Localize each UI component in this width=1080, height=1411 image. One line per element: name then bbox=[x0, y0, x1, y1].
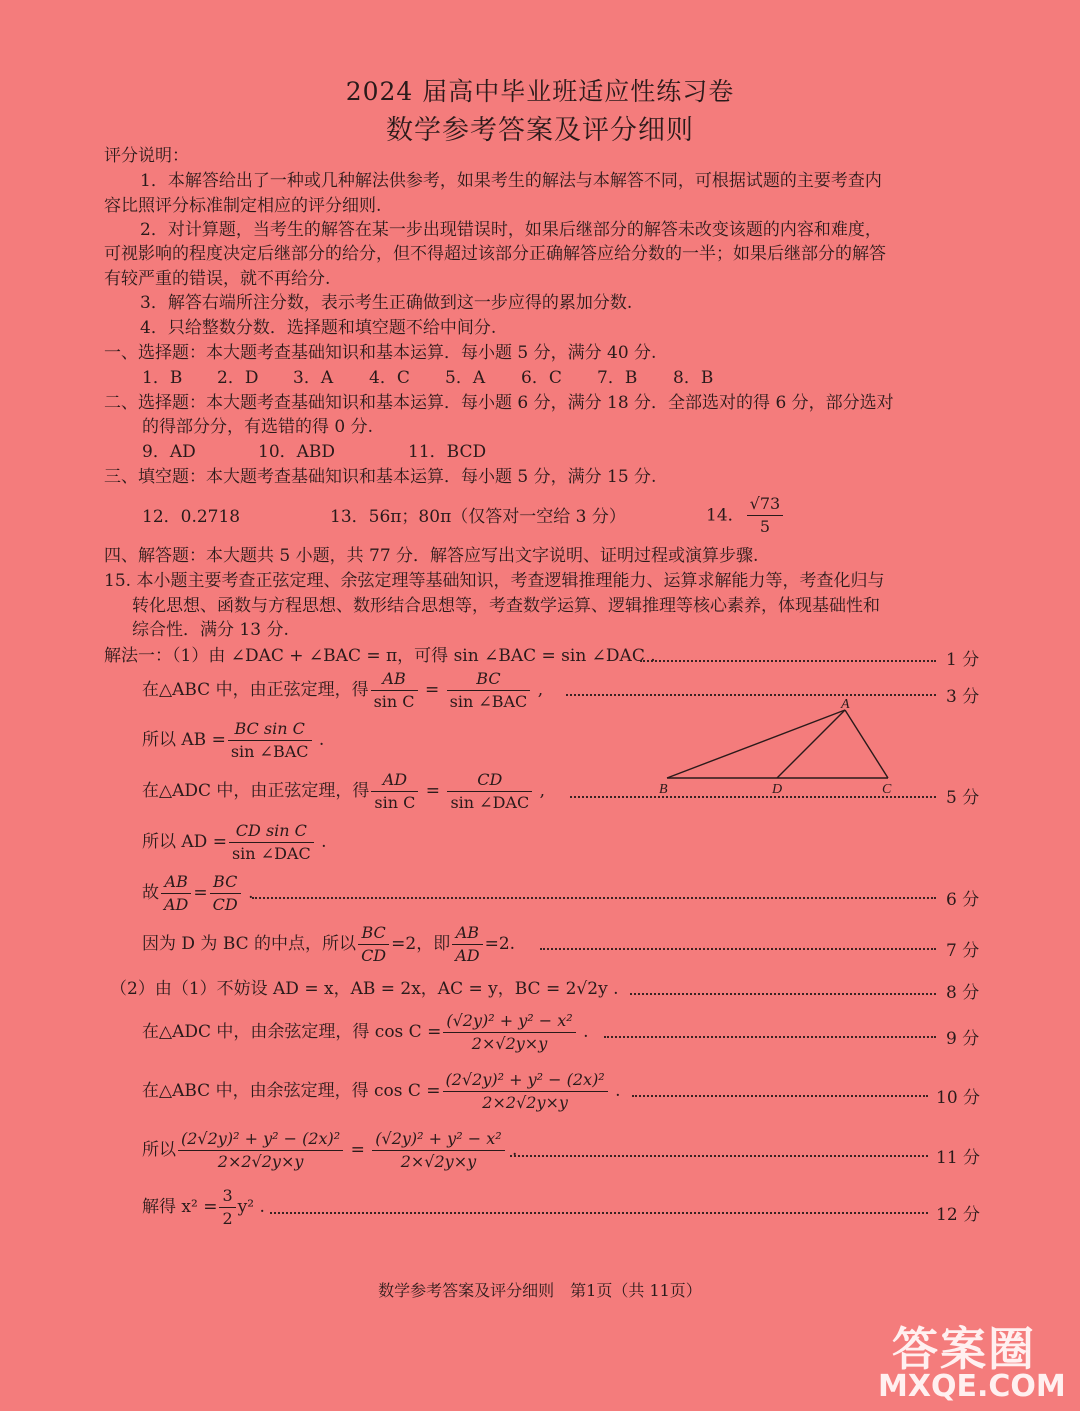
dot-leader bbox=[270, 1212, 928, 1214]
multi-answer: 9．AD bbox=[142, 442, 196, 462]
note-4: 4．只给整数分数．选择题和填空题不给中间分. bbox=[140, 318, 497, 338]
fraction-numerator: (2√2y)² + y² − (2x)² bbox=[178, 1128, 343, 1151]
section-2-heading-cont: 的得部分分，有选错的得 0 分. bbox=[142, 417, 374, 437]
step-12 bbox=[142, 1185, 265, 1230]
watermark-bottom: MXQE.COM bbox=[878, 1369, 1066, 1404]
dot-leader bbox=[570, 796, 936, 798]
step-3: 所以 AB = $\frac{\text{BC sin C}}{\text{sin ∠BAC}}$ . bbox=[142, 719, 325, 761]
step-text: 故 bbox=[142, 883, 159, 903]
step-text: y² . bbox=[237, 1197, 265, 1217]
fraction-numerator: AB bbox=[161, 871, 191, 894]
section-3-heading: 三、填空题：本大题考查基础知识和基本运算．每小题 5 分，满分 15 分. bbox=[104, 467, 657, 487]
fraction-denominator: 2×√2y×y bbox=[471, 1034, 548, 1053]
multi-answer: 11．BCD bbox=[408, 442, 487, 462]
dot-leader bbox=[630, 993, 936, 995]
mc-answer: 3．A bbox=[293, 368, 334, 388]
mc-answer: 8．B bbox=[673, 368, 714, 388]
notes-heading: 评分说明： bbox=[104, 146, 189, 166]
fraction-numerator: 3 bbox=[219, 1185, 235, 1208]
fraction-denominator: sin ∠BAC bbox=[449, 692, 528, 711]
mc-answer: 1．B bbox=[142, 368, 183, 388]
score: 3 分 bbox=[946, 687, 980, 707]
fraction-numerator: AB bbox=[371, 668, 418, 691]
mc-answer: 6．C bbox=[521, 368, 562, 388]
fraction-numerator: (√2y)² + y² − x² bbox=[372, 1128, 504, 1151]
fraction-denominator: 2×2√2y×y bbox=[482, 1093, 568, 1112]
triangle-figure bbox=[655, 692, 895, 802]
note-1b: 容比照评分标准制定相应的评分细则. bbox=[104, 196, 382, 216]
step-11: 所以 $\frac{\text{(2√2y)² + y² − (2x)²}}{2\times 2√2y\times y}$ = $\frac{\text{(√2y)² + y² − x²}}{2\times√2y\times y}$ . bbox=[142, 1129, 518, 1171]
section-1-heading: 一、选择题：本大题考查基础知识和基本运算．每小题 5 分，满分 40 分. bbox=[104, 343, 657, 363]
fraction-denominator: CD bbox=[361, 946, 387, 965]
score: 8 分 bbox=[946, 983, 980, 1003]
score: 12 分 bbox=[936, 1205, 981, 1225]
step-10: 在△ABC 中，由余弦定理，得 cos C = $\frac{\text{(2√2y)² + y² − (2x)²}}{2\times 2√2y\times y}$ . bbox=[142, 1070, 621, 1112]
fraction-numerator: BC bbox=[210, 871, 241, 894]
dot-leader bbox=[540, 948, 936, 950]
score: 7 分 bbox=[946, 941, 980, 961]
vertex-label-c: C bbox=[882, 782, 892, 797]
step-text: =2. bbox=[484, 934, 516, 954]
step-1: 解法一：（1）由 ∠DAC + ∠BAC = π，可得 sin ∠BAC = sin ∠DAC . bbox=[104, 646, 656, 666]
fill-answer-14-label: 14． bbox=[706, 505, 745, 526]
dot-leader bbox=[604, 1036, 936, 1038]
score: 6 分 bbox=[946, 890, 980, 910]
q15-intro-a: 15. 本小题主要考查正弦定理、余弦定理等基础知识，考查逻辑推理能力、运算求解能力等，考查化归与 bbox=[104, 571, 885, 591]
fraction-numerator: CD bbox=[447, 769, 532, 792]
fraction-denominator: CD bbox=[212, 895, 238, 914]
note-1a: 1．本解答给出了一种或几种解法供参考，如果考生的解法与本解答不同，可根据试题的主要考查内 bbox=[140, 171, 882, 191]
step-8: （2）由（1）不妨设 AD = x，AB = 2x，AC = y，BC = 2√2y . bbox=[110, 979, 619, 999]
segment-ab bbox=[667, 710, 845, 778]
q15-intro-b: 转化思想、函数与方程思想、数形结合思想等，考查数学运算、逻辑推理等核心素养，体现基础性和 bbox=[132, 596, 880, 616]
score: 9 分 bbox=[946, 1029, 980, 1049]
fraction-denominator: 5 bbox=[759, 517, 771, 536]
dot-leader bbox=[510, 1155, 928, 1157]
page-footer: 数学参考答案及评分细则 第1页（共 11页） bbox=[378, 1281, 702, 1300]
score: 1 分 bbox=[946, 650, 980, 670]
fraction-numerator: BC sin C bbox=[228, 718, 312, 741]
step-6: 故 $\frac{AB}{AD}$ = $\frac{BC}{CD}$ . bbox=[142, 872, 254, 914]
note-2c: 有较严重的错误，就不再给分. bbox=[104, 269, 331, 289]
step-5: 所以 AD = $\frac{\text{CD sin C}}{\text{sin ∠DAC}}$ . bbox=[142, 821, 327, 863]
mc-answer: 2．D bbox=[217, 368, 259, 388]
fill-answer-12: 12．0.2718 bbox=[142, 507, 241, 527]
step-text: 所以 bbox=[142, 1140, 176, 1160]
fraction-numerator: (2√2y)² + y² − (2x)² bbox=[443, 1069, 608, 1092]
fraction-numerator: √73 bbox=[747, 493, 784, 516]
fraction-denominator: AD bbox=[164, 895, 189, 914]
fraction-denominator: sin ∠DAC bbox=[450, 793, 530, 812]
q15-intro-c: 综合性．满分 13 分. bbox=[132, 620, 289, 640]
score: 5 分 bbox=[946, 788, 980, 808]
fraction-denominator: sin C bbox=[373, 692, 415, 711]
watermark-logo bbox=[878, 1313, 1068, 1403]
vertex-label-b: B bbox=[659, 782, 668, 797]
fraction-numerator: AD bbox=[371, 769, 418, 792]
segment-ad bbox=[777, 710, 845, 778]
mc-answer: 7．B bbox=[597, 368, 638, 388]
vertex-label-d: D bbox=[772, 782, 783, 797]
page-title: 2024 届高中毕业班适应性练习卷 bbox=[345, 77, 735, 106]
fraction-denominator: 2×2√2y×y bbox=[217, 1152, 304, 1171]
page-subtitle: 数学参考答案及评分细则 bbox=[386, 115, 694, 146]
note-2b: 可视影响的程度决定后继部分的给分，但不得超过该部分正确解答应给分数的一半；如果后继部分的解答 bbox=[104, 244, 886, 264]
segment-ac bbox=[845, 710, 888, 778]
fraction-numerator: BC bbox=[447, 668, 531, 691]
fraction-denominator: sin C bbox=[374, 793, 416, 812]
note-2a: 2．对计算题，当考生的解答在某一步出现错误时，如果后继部分的解答未改变该题的内容和难度， bbox=[140, 220, 882, 240]
fraction-denominator: sin ∠BAC bbox=[230, 742, 309, 761]
step-text: 在△ADC 中，由余弦定理，得 cos C = bbox=[142, 1022, 442, 1042]
section-4-heading: 四、解答题：本大题共 5 小题，共 77 分．解答应写出文字说明、证明过程或演算步骤. bbox=[104, 546, 759, 566]
fraction-denominator: AD bbox=[455, 946, 480, 965]
fill-answer-13: 13．56π；80π（仅答对一空给 3 分） bbox=[330, 507, 626, 527]
dot-leader bbox=[640, 660, 936, 662]
step-2: 在△ABC 中，由正弦定理，得 $\frac{AB}{\text{sin C}}$ = $\frac{BC}{\text{sin ∠BAC}}$ , bbox=[142, 669, 544, 711]
fraction-numerator: CD sin C bbox=[229, 820, 314, 843]
fill-answer-14 bbox=[706, 493, 785, 538]
fraction-denominator: 2×√2y×y bbox=[400, 1152, 477, 1171]
step-text: 在△ABC 中，由余弦定理，得 cos C = bbox=[142, 1081, 441, 1101]
mc-answer: 5．A bbox=[445, 368, 486, 388]
step-text: 解得 x² = bbox=[142, 1197, 218, 1217]
vertex-label-a: A bbox=[841, 697, 850, 712]
step-text: 在△ABC 中，由正弦定理，得 bbox=[142, 680, 369, 700]
score: 11 分 bbox=[936, 1148, 981, 1168]
fraction-numerator: AB bbox=[452, 922, 482, 945]
mc-answer: 4．C bbox=[369, 368, 410, 388]
section-2-heading: 二、选择题：本大题考查基础知识和基本运算．每小题 6 分，满分 18 分．全部选对的得 6 分，部分选对 bbox=[104, 393, 894, 413]
fraction-denominator: 2 bbox=[222, 1209, 233, 1228]
step-9: 在△ADC 中，由余弦定理，得 cos C = $\frac{\text{(√2y)² + y² − x²}}{2\times√2y\times y}$ . bbox=[142, 1011, 589, 1053]
watermark-top: 答案圈 bbox=[892, 1322, 1036, 1376]
step-4: 在△ADC 中，由正弦定理，得 $\frac{AD}{\text{sin C}}$ = $\frac{CD}{\text{sin ∠DAC}}$ , bbox=[142, 770, 545, 812]
fraction-numerator: (√2y)² + y² − x² bbox=[443, 1010, 575, 1033]
step-text: 因为 D 为 BC 的中点，所以 bbox=[142, 934, 357, 954]
multi-answer: 10．ABD bbox=[258, 442, 336, 462]
step-text: =2，即 bbox=[391, 934, 451, 954]
step-text: 所以 AD = bbox=[142, 832, 227, 852]
fraction-numerator: BC bbox=[358, 922, 389, 945]
score: 10 分 bbox=[936, 1088, 981, 1108]
dot-leader bbox=[252, 897, 936, 899]
note-3: 3．解答右端所注分数，表示考生正确做到这一步应得的累加分数. bbox=[140, 293, 633, 313]
step-text: 所以 AB = bbox=[142, 730, 226, 750]
fraction-denominator: sin ∠DAC bbox=[231, 844, 311, 863]
step-text: 在△ADC 中，由正弦定理，得 bbox=[142, 781, 370, 801]
dot-leader bbox=[632, 1095, 928, 1097]
step-7 bbox=[142, 922, 515, 967]
